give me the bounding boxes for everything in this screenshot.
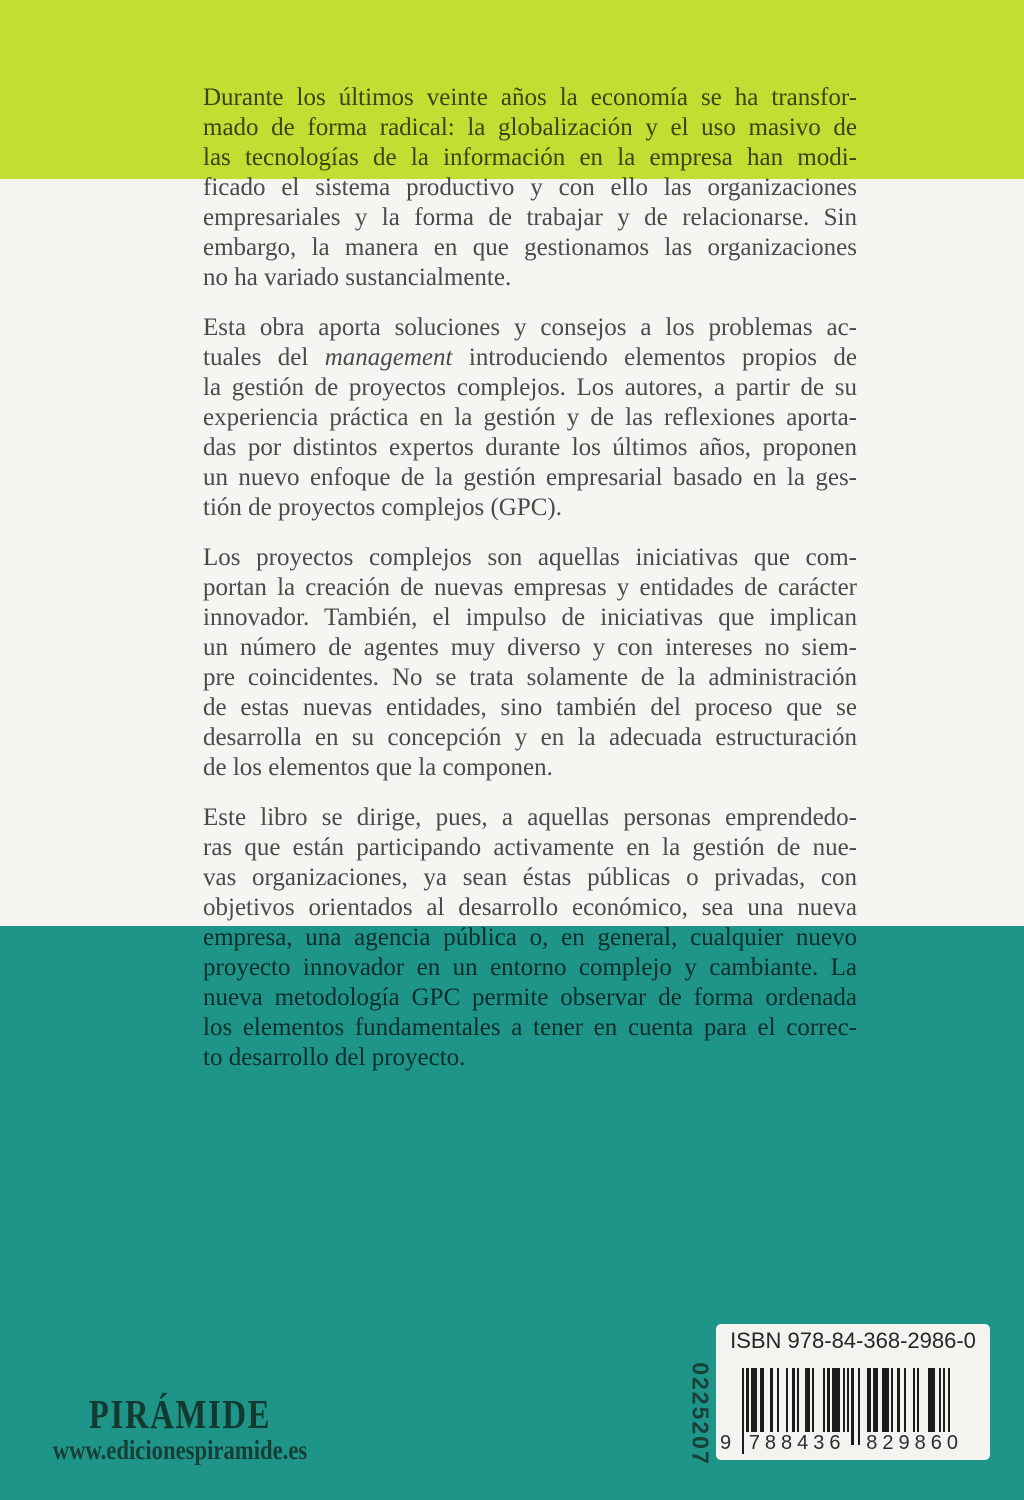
text-line: de estas nuevas entidades, sino también del proceso que se (203, 694, 857, 721)
text-line: ficado el sistema productivo y con ello las organizaciones (203, 174, 857, 201)
text-line: un nuevo enfoque de la gestión empresarial basado en la ges- (203, 464, 857, 491)
publisher-website: www.edicionespiramide.es (52, 1435, 308, 1465)
text-line: to desarrollo del proyecto. (203, 1044, 466, 1071)
text-line: Durante los últimos veinte años la economía se ha transfor- (203, 84, 857, 111)
text-line: las tecnologías de la información en la empresa han modi- (203, 144, 857, 171)
stock-number: 0225207 (687, 1362, 714, 1466)
barcode-digit-group-left: 788436 (746, 1432, 849, 1454)
text-line: das por distintos expertos durante los últimos años, proponen (203, 434, 857, 461)
text-line: no ha variado sustancialmente. (203, 264, 512, 291)
paragraph (203, 313, 857, 523)
text-line: Esta obra aporta soluciones y consejos a los problemas ac- (203, 314, 857, 341)
text-line: Este libro se dirige, pues, a aquellas personas emprendedo- (203, 804, 857, 831)
paragraph (203, 83, 857, 293)
text-line: tión de proyectos complejos (GPC). (203, 494, 562, 521)
paragraph (203, 803, 857, 1073)
text-line: pre coincidentes. No se trata solamente de la administración (203, 664, 857, 691)
text-line: la gestión de proyectos complejos. Los autores, a partir de su (203, 374, 857, 401)
text-line: proyecto innovador en un entorno complejo y cambiante. La (203, 954, 857, 981)
isbn-label: ISBN 978-84-368-2986-0 (730, 1328, 976, 1353)
text-line: los elementos fundamentales a tener en cuenta para el correc- (203, 1014, 857, 1041)
text-line: innovador. También, el impulso de iniciativas que implican (203, 604, 857, 631)
publisher-logo: PIRÁMIDE (88, 1391, 272, 1437)
barcode-digits (720, 1432, 966, 1456)
text-line: ras que están participando activamente en la gestión de nue- (203, 834, 857, 861)
text-line: Los proyectos complejos son aquellas iniciativas que com- (203, 544, 857, 571)
text-line: un número de agentes muy diverso y con intereses no siem- (203, 634, 857, 661)
text-line: tuales del management introduciendo elementos propios de (203, 344, 857, 371)
text-line: objetivos orientados al desarrollo económico, sea una nueva (203, 894, 857, 921)
text-line: embargo, la manera en que gestionamos las organizaciones (203, 234, 857, 261)
text-line: de los elementos que la componen. (203, 754, 553, 781)
text-line: mado de forma radical: la globalización y el uso masivo de (203, 114, 857, 141)
text-line: empresariales y la forma de trabajar y de relacionarse. Sin (203, 204, 857, 231)
text-line: portan la creación de nuevas empresas y entidades de carácter (203, 574, 857, 601)
text-line: nueva metodología GPC permite observar de forma ordenada (203, 984, 857, 1011)
paragraph (203, 543, 857, 783)
text-line: desarrolla en su concepción y en la adecuada estructuración (203, 724, 857, 751)
isbn-box (716, 1324, 990, 1460)
text-line: empresa, una agencia pública o, en general, cualquier nuevo (203, 924, 857, 951)
text-line: vas organizaciones, ya sean éstas públicas o privadas, con (203, 864, 857, 891)
barcode-digit-group-right: 829860 (863, 1432, 966, 1454)
body-text (203, 83, 857, 1093)
barcode-digit-group-first: 9 (720, 1432, 732, 1454)
publisher-block (28, 1392, 332, 1464)
text-line: experiencia práctica en la gestión y de las reflexiones aporta- (203, 404, 857, 431)
